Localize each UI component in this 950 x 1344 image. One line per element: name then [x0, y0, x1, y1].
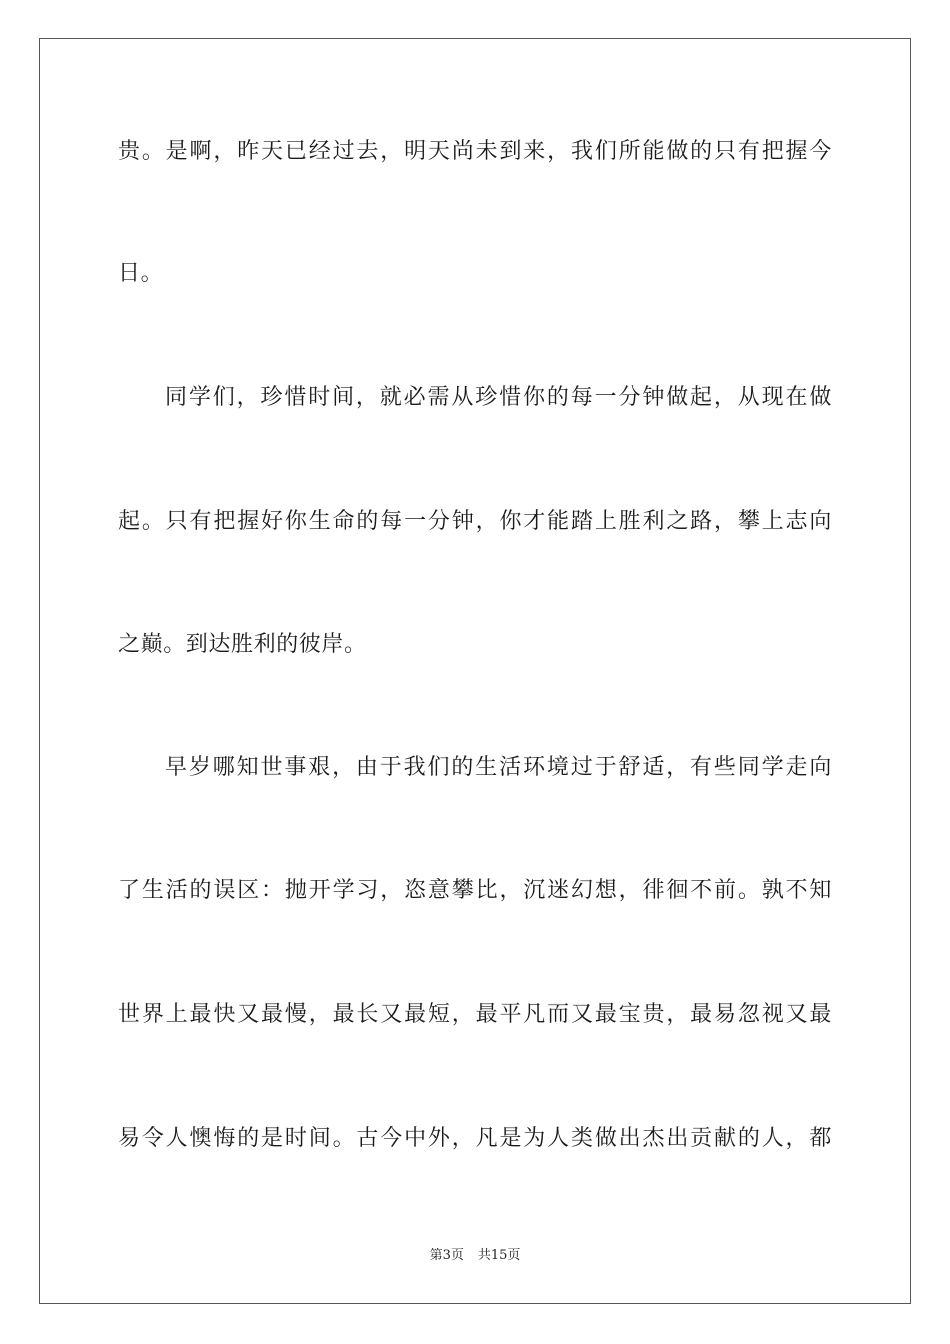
text-line-5: 之巅。到达胜利的彼岸。: [118, 632, 367, 657]
page-footer: [0, 1247, 950, 1265]
page-number: 第3页: [429, 1248, 464, 1263]
text-line-1: 贵。是啊，昨天已经过去，明天尚未到来，我们所能做的只有把握今: [118, 139, 832, 164]
page-border: [39, 38, 911, 1304]
text-line-8: 世界上最快又最慢，最长又最短，最平凡而又最宝贵，最易忽视又最: [118, 1002, 832, 1027]
page-total: 共15页: [477, 1248, 521, 1263]
text-line-4: 起。只有把握好你生命的每一分钟，你才能踏上胜利之路，攀上志向: [118, 509, 832, 534]
text-line-2: 日。: [118, 261, 164, 286]
text-line-7: 了生活的误区：抛开学习，恣意攀比，沉迷幻想，徘徊不前。孰不知: [118, 878, 832, 903]
text-line-3: 同学们，珍惜时间，就必需从珍惜你的每一分钟做起，从现在做: [165, 385, 832, 410]
text-line-9: 易令人懊悔的是时间。古今中外，凡是为人类做出杰出贡献的人，都: [118, 1126, 832, 1151]
text-line-6: 早岁哪知世事艰，由于我们的生活环境过于舒适，有些同学走向: [165, 755, 832, 780]
